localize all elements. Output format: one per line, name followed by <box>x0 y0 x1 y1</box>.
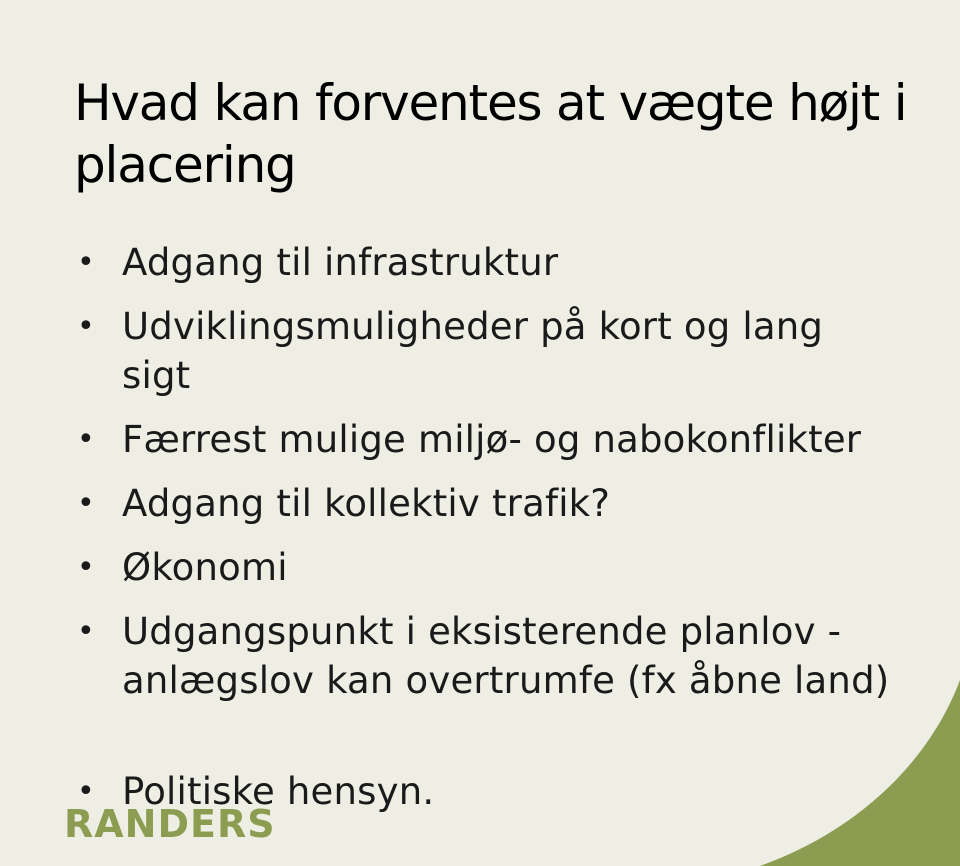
randers-logo: RANDERS <box>64 802 276 846</box>
bullet-list <box>74 238 902 831</box>
bullet-text: Udviklingsmuligheder på kort og lang sigt <box>122 305 824 397</box>
bullet-item <box>74 302 902 400</box>
bullet-item <box>74 238 902 287</box>
bullet-text: Økonomi <box>122 546 288 589</box>
bullet-item <box>74 607 902 705</box>
slide-title: Hvad kan forventes at vægte højt i placering <box>74 74 907 194</box>
bullet-marker: • <box>77 245 95 280</box>
bullet-text: Adgang til infrastruktur <box>122 241 559 284</box>
bullet-marker: • <box>77 486 95 521</box>
bullet-item <box>74 543 902 592</box>
bullet-marker: • <box>77 614 95 649</box>
bullet-item <box>74 479 902 528</box>
bullet-marker: • <box>77 550 95 585</box>
bullet-text: Færrest mulige miljø- og nabokonflikter <box>122 418 862 461</box>
bullet-text: Udgangspunkt i eksisterende planlov - anlægslov kan overtrumfe (fx åbne land) <box>122 610 890 702</box>
bullet-item <box>74 415 902 464</box>
bullet-marker: • <box>77 422 95 457</box>
bullet-text: Adgang til kollektiv trafik? <box>122 482 611 525</box>
bullet-marker: • <box>77 309 95 344</box>
bullet-marker: • <box>77 774 95 809</box>
bullet-text: Politiske hensyn. <box>122 770 435 813</box>
